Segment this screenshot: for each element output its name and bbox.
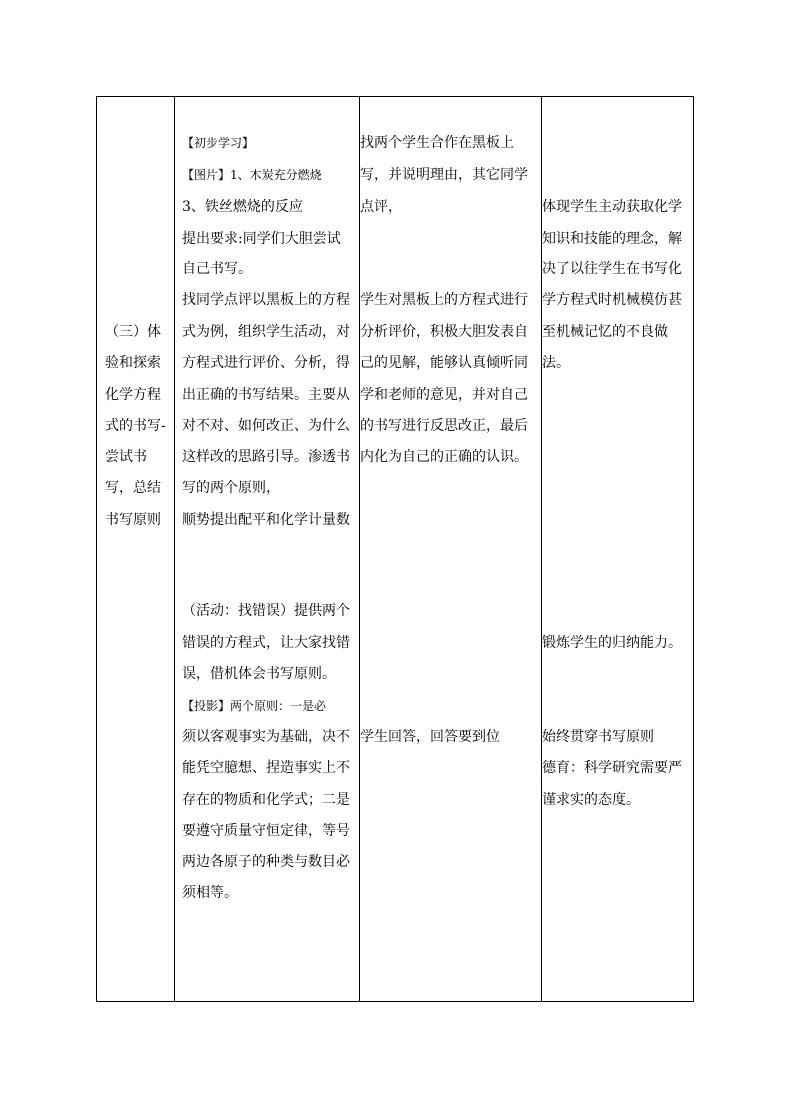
student-text: 点评， — [360, 199, 402, 215]
teacher-text: 找同学点评以黑板上的方程 — [182, 292, 350, 308]
lesson-plan-table — [96, 96, 694, 1002]
student-text: 学和老师的意见，并对自己 — [360, 387, 528, 403]
student-text: 的书写进行反思改正，最后 — [360, 418, 528, 434]
intent-text: 德育：科学研究需要严 — [542, 760, 682, 776]
teacher-text: 出正确的书写结果。主要从 — [182, 387, 350, 403]
student-text: 找两个学生合作在黑板上 — [360, 135, 514, 151]
teacher-text: 要遵守质量守恒定律，等号 — [182, 823, 350, 839]
stage-text: 尝试书 — [105, 449, 147, 465]
intent-text: 知识和技能的理念，解 — [542, 231, 682, 247]
teacher-text: 3、铁丝燃烧的反应 — [182, 199, 303, 215]
intent-text: 至机械记忆的不良做 — [542, 324, 668, 340]
teacher-text: 对不对、如何改正、为什么 — [182, 418, 350, 434]
teacher-text: 自己书写。 — [182, 261, 252, 277]
stage-text: 验和探索 — [105, 355, 161, 371]
intent-text: 学方程式时机械模仿甚 — [542, 292, 682, 308]
teacher-text: 【图片】1、木炭充分燃烧 — [182, 168, 322, 182]
section-label: 【初步学习】 — [182, 136, 255, 150]
teacher-activity-cell — [175, 97, 359, 1001]
stage-text: 书写原则 — [105, 512, 161, 528]
student-text: 己的见解，能够认真倾听同 — [360, 355, 528, 371]
stage-text: 写，总结 — [105, 480, 161, 496]
stage-text: 式的书写- — [105, 418, 166, 434]
teacher-text: 须相等。 — [182, 885, 238, 901]
intent-text: 锻炼学生的归纳能力。 — [542, 635, 682, 651]
stage-text: 化学方程 — [105, 387, 161, 403]
teacher-text: 存在的物质和化学式；二是 — [182, 792, 350, 808]
teacher-text: 这样改的思路引导。渗透书 — [182, 449, 350, 465]
student-text: 内化为自己的正确的认识。 — [360, 449, 528, 465]
student-text: 写，并说明理由，其它同学 — [360, 167, 528, 183]
intent-text: 谨求实的态度。 — [542, 792, 640, 808]
teacher-text: （活动：找错误）提供两个 — [182, 603, 350, 619]
teacher-text: 顺势提出配平和化学计量数 — [182, 512, 350, 528]
student-activity-cell — [360, 97, 541, 1001]
teacher-text: 两边各原子的种类与数目必 — [182, 854, 350, 870]
teacher-text: 错误的方程式，让大家找错 — [182, 635, 350, 651]
teacher-text: 【投影】两个原则：一是必 — [182, 699, 327, 713]
teacher-text: 式为例，组织学生活动，对 — [182, 324, 350, 340]
teacher-text: 须以客观事实为基础，决不 — [182, 729, 350, 745]
teacher-text: 误，借机体会书写原则。 — [182, 666, 336, 682]
teacher-text: 提出要求:同学们大胆尝试 — [182, 231, 341, 247]
student-text: 学生对黑板上的方程式进行 — [360, 292, 528, 308]
intent-text: 决了以往学生在书写化 — [542, 261, 682, 277]
intent-text: 始终贯穿书写原则 — [542, 729, 654, 745]
teacher-text: 方程式进行评价、分析，得 — [182, 355, 350, 371]
design-intent-cell — [542, 97, 693, 1001]
stage-text: （三）体 — [105, 324, 161, 340]
student-text: 分析评价，积极大胆发表自 — [360, 324, 528, 340]
teacher-text: 能凭空臆想、捏造事实上不 — [182, 760, 350, 776]
student-text: 学生回答，回答要到位 — [360, 729, 500, 745]
intent-text: 体现学生主动获取化学 — [542, 199, 682, 215]
intent-text: 法。 — [542, 355, 570, 371]
stage-cell — [97, 97, 174, 1001]
teacher-text: 写的两个原则， — [182, 480, 280, 496]
